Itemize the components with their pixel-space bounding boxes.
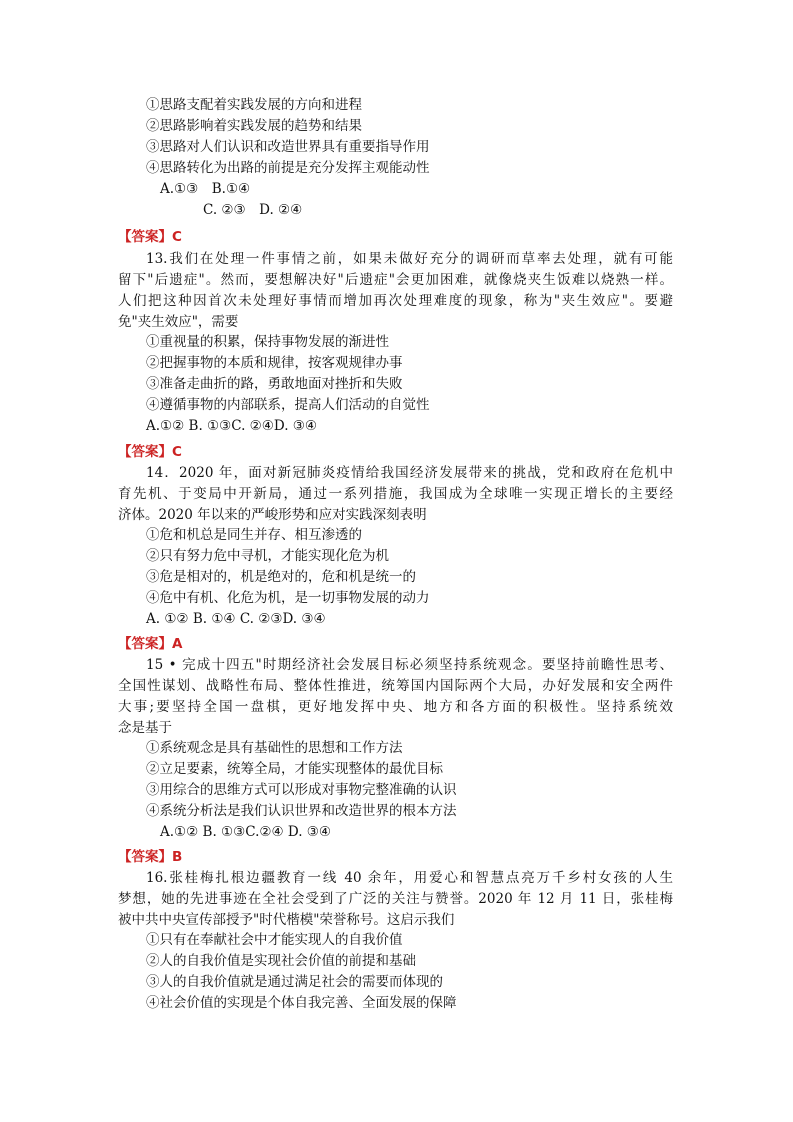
q14-choices: A. ①② B. ①④ C. ②③D. ③④ [146, 611, 326, 627]
q15-stem-line-4: 念是基于 [118, 720, 172, 736]
q15-choices: A.①② B. ①③C.②④ D. ③④ [160, 824, 332, 840]
q12-choices-line-2: C. ②③ D. ②④ [203, 202, 303, 218]
q12-option-1: ①思路支配着实践发展的方向和进程 [146, 97, 362, 113]
q13-stem-line-1: 13.我们在处理一件事情之前，如果未做好充分的调研而草率去处理，就有可能 [146, 251, 673, 267]
q14-stem-line-2: 育先机、于变局中开新局，通过一系列措施，我国成为全球唯一实现正增长的主要经 [118, 486, 673, 502]
q14-option-4: ④危中有机、化危为机，是一切事物发展的动力 [146, 590, 430, 606]
q12-choices-line-1: A.①③ B.①④ [160, 181, 251, 197]
q16-option-1: ①只有在奉献社会中才能实现人的自我价值 [146, 932, 403, 948]
q12-option-4: ④思路转化为出路的前提是充分发挥主观能动性 [146, 160, 430, 176]
q16-stem-line-2: 梦想，她的先进事迹在全社会受到了广泛的关注与赞誉。2020 年 12 月 11 日，张桂梅 [118, 891, 673, 907]
q13-stem-line-2: 留下"后遗症"。然而，要想解决好"后遗症"会更加困难，就像烧夹生饭难以烧熟一样。 [118, 272, 673, 288]
q16-option-3: ③人的自我价值就是通过满足社会的需要而体现的 [146, 974, 443, 990]
q13-answer: 【答案】C [118, 444, 182, 460]
q15-option-4: ④系统分析法是我们认识世界和改造世界的根本方法 [146, 803, 457, 819]
q14-stem-line-3: 济体。2020 年以来的严峻形势和应对实践深刻表明 [118, 507, 427, 523]
q12-option-2: ②思路影响着实践发展的趋势和结果 [146, 118, 362, 134]
q13-option-2: ②把握事物的本质和规律，按客观规律办事 [146, 355, 403, 371]
q14-option-1: ①危和机总是同生并存、相互渗透的 [146, 527, 362, 543]
q15-answer: 【答案】B [118, 849, 183, 865]
q14-stem-line-1: 14．2020 年，面对新冠肺炎疫情给我国经济发展带来的挑战，党和政府在危机中 [146, 465, 673, 481]
q15-option-3: ③用综合的思维方式可以形成对事物完整准确的认识 [146, 782, 457, 798]
q13-option-3: ③准备走曲折的路，勇敢地面对挫折和失败 [146, 376, 403, 392]
q12-answer: 【答案】C [118, 229, 182, 245]
q15-stem-line-2: 全国性谋划、战略性布局、整体性推进，统筹国内国际两个大局，办好发展和安全两件 [118, 678, 673, 694]
q15-stem-line-1: 15 • 完成十四五"时期经济社会发展目标必须坚持系统观念。要坚持前瞻性思考、 [146, 657, 673, 673]
q12-option-3: ③思路对人们认识和改造世界具有重要指导作用 [146, 139, 430, 155]
q15-option-2: ②立足要素，统筹全局，才能实现整体的最优目标 [146, 761, 443, 777]
q16-stem-line-1: 16.张桂梅扎根边疆教育一线 40 余年，用爱心和智慧点亮万千乡村女孩的人生 [146, 870, 673, 886]
q16-option-4: ④社会价值的实现是个体自我完善、全面发展的保障 [146, 995, 457, 1011]
q13-stem-line-4: 免"夹生效应"，需要 [118, 314, 239, 330]
q15-option-1: ①系统观念是具有基础性的思想和工作方法 [146, 740, 403, 756]
q13-option-1: ①重视量的积累，保持事物发展的渐进性 [146, 334, 389, 350]
q14-option-3: ③危是相对的，机是绝对的，危和机是统一的 [146, 569, 416, 585]
q14-answer: 【答案】A [118, 636, 183, 652]
q13-choices: A.①② B. ①③C. ②④D. ③④ [146, 418, 318, 434]
q16-stem-line-3: 被中共中央宣传部授予"时代楷模"荣誉称号。这启示我们 [118, 912, 455, 928]
q15-stem-line-3: 大事;要坚持全国一盘棋，更好地发挥中央、地方和各方面的积极性。坚持系统效 [118, 699, 673, 715]
q16-option-2: ②人的自我价值是实现社会价值的前提和基础 [146, 953, 416, 969]
q14-option-2: ②只有努力危中寻机，才能实现化危为机 [146, 548, 389, 564]
q13-option-4: ④遵循事物的内部联系，提高人们活动的自觉性 [146, 397, 430, 413]
q13-stem-line-3: 人们把这种因首次未处理好事情而增加再次处理难度的现象，称为"夹生效应"。要避 [118, 293, 673, 309]
